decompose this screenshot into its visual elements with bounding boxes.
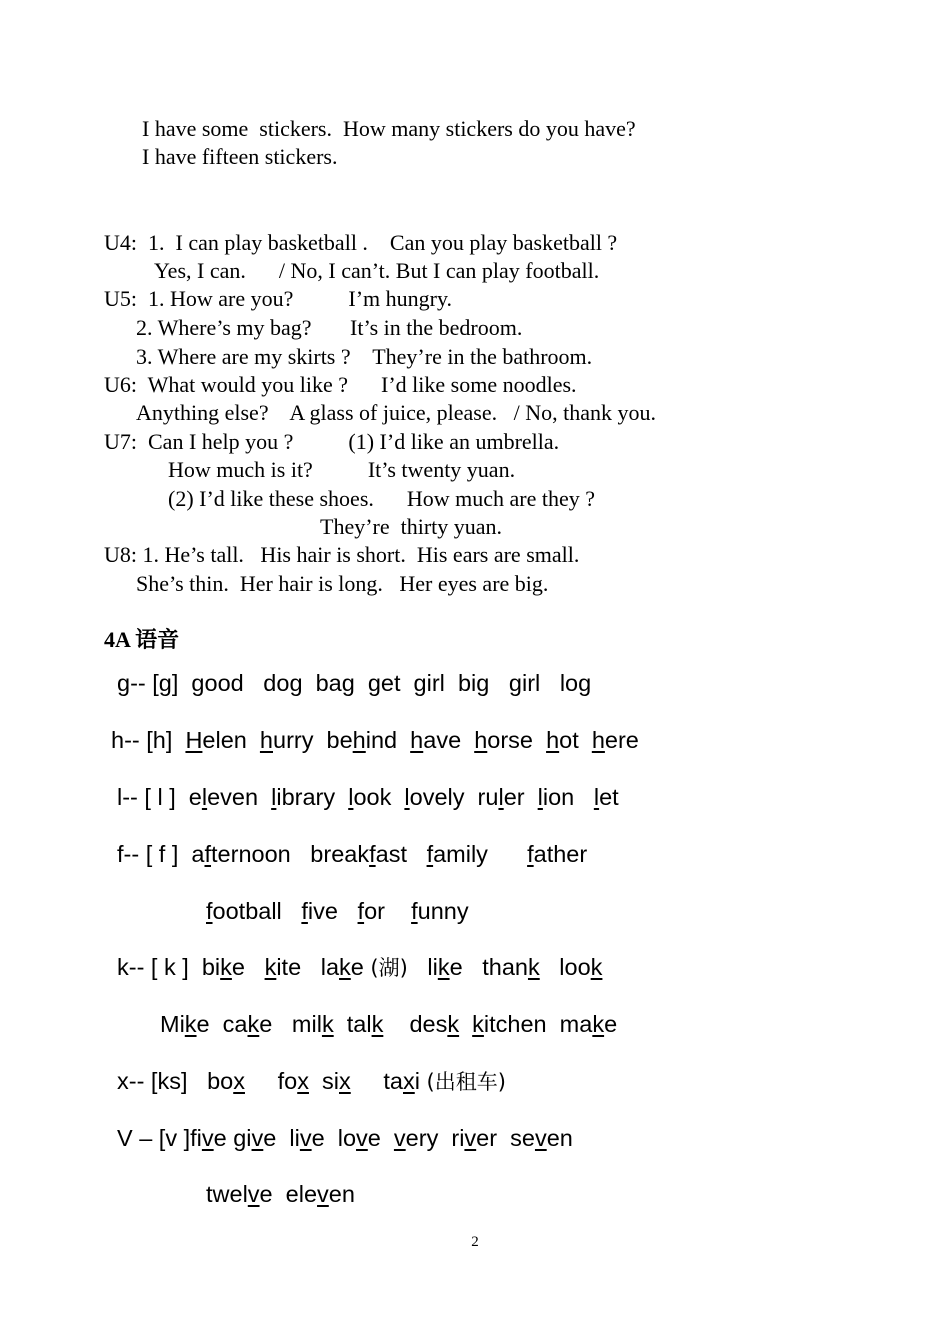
phonics-heading: 4A 语音 <box>104 627 180 652</box>
page-number: 2 <box>471 1234 479 1250</box>
phonics-text: ive <box>307 898 358 924</box>
dialogue-line: They’re thirty yuan. <box>320 514 503 539</box>
dialogue-line: 3. Where are my skirts ? They’re in the bathroom. <box>136 344 593 369</box>
underlined-letter: k <box>264 954 277 980</box>
underlined-letter: f <box>301 898 308 924</box>
underlined-letter: k <box>592 1011 605 1037</box>
underlined-letter: v <box>393 1125 406 1151</box>
underlined-letter: k <box>590 954 603 980</box>
phonics-text: unny <box>417 898 469 924</box>
phonics-text: e <box>350 954 371 980</box>
dialogue-line: Anything else? A glass of juice, please. / No, thank you. <box>136 400 656 425</box>
underlined-letter: l <box>404 784 410 810</box>
phonics-row <box>111 725 639 755</box>
phonics-text: er <box>503 784 538 810</box>
phonics-text: Mi <box>160 1011 185 1037</box>
phonics-text: even <box>207 784 272 810</box>
phonics-text: ot <box>559 727 592 753</box>
phonics-text: ather <box>533 841 588 867</box>
underlined-letter: k <box>437 954 450 980</box>
underlined-letter: k <box>321 1011 334 1037</box>
phonics-text: ook <box>353 784 405 810</box>
phonics-text: e mil <box>259 1011 322 1037</box>
underlined-letter: k <box>247 1011 260 1037</box>
phonics-text: e ele <box>259 1181 318 1207</box>
phonics-text: ere <box>604 727 639 753</box>
phonics-text: si <box>308 1068 339 1094</box>
phonics-text: h-- [h] <box>111 727 186 753</box>
underlined-letter: k <box>220 954 232 980</box>
underlined-letter: v <box>317 1181 329 1207</box>
phonics-text: e lo <box>311 1125 357 1151</box>
phonics-text: urry be <box>273 727 353 753</box>
underlined-letter: v <box>356 1125 368 1151</box>
underlined-letter: k <box>527 954 540 980</box>
phonics-row <box>206 1179 355 1209</box>
phonics-text: loo <box>539 954 591 980</box>
phonics-text: l-- [ l ] e <box>117 784 202 810</box>
underlined-letter: h <box>410 727 424 753</box>
phonics-text: ternoon break <box>211 841 370 867</box>
underlined-letter: h <box>352 727 366 753</box>
dialogue-line: How much is it? It’s twenty yuan. <box>168 457 516 482</box>
underlined-letter: l <box>348 784 354 810</box>
phonics-text: en <box>546 1125 573 1151</box>
phonics-text: V – [v ]fi <box>117 1125 202 1151</box>
phonics-text: amily <box>433 841 528 867</box>
underlined-letter: H <box>185 727 203 753</box>
phonics-row <box>117 952 602 983</box>
underlined-letter: f <box>357 898 365 924</box>
underlined-letter: l <box>537 784 543 810</box>
dialogue-line: U4: 1. I can play basketball . Can you play basketball ? <box>104 230 618 255</box>
underlined-letter: k <box>472 1011 484 1037</box>
phonics-text: des <box>383 1011 448 1037</box>
phonics-row <box>117 839 587 869</box>
underlined-letter: h <box>546 727 560 753</box>
phonics-text: e gi <box>213 1125 252 1151</box>
phonics-text: et <box>599 784 619 810</box>
underlined-letter: k <box>184 1011 197 1037</box>
underlined-letter: v <box>247 1181 260 1207</box>
chinese-gloss: (出租车) <box>426 1070 506 1094</box>
phonics-text: f-- [ f ] a <box>117 841 205 867</box>
dialogue-line: Yes, I can. / No, I can’t. But I can play football. <box>154 258 600 283</box>
phonics-text: ast <box>375 841 427 867</box>
chinese-gloss: (湖) <box>370 956 408 980</box>
underlined-letter: v <box>299 1125 312 1151</box>
underlined-letter: x <box>297 1068 309 1094</box>
phonics-text: e than <box>449 954 528 980</box>
underlined-letter: l <box>498 784 504 810</box>
phonics-text: fo <box>244 1068 298 1094</box>
dialogue-line: 2. Where’s my bag? It’s in the bedroom. <box>136 315 523 340</box>
underlined-letter: k <box>447 1011 460 1037</box>
underlined-letter: f <box>411 898 418 924</box>
phonics-text: e ca <box>196 1011 248 1037</box>
underlined-letter: k <box>371 1011 384 1037</box>
underlined-letter: f <box>426 841 434 867</box>
phonics-text: or <box>364 898 412 924</box>
phonics-text: e li <box>263 1125 300 1151</box>
dialogue-line: U6: What would you like ? I’d like some noodles. <box>104 372 577 397</box>
phonics-text: i <box>414 1068 427 1094</box>
phonics-text: e <box>367 1125 394 1151</box>
underlined-letter: l <box>201 784 208 810</box>
phonics-text: er se <box>476 1125 535 1151</box>
underlined-letter: v <box>201 1125 214 1151</box>
dialogue-line: U5: 1. How are you? I’m hungry. <box>104 286 453 311</box>
dialogue-line: I have some stickers. How many stickers do you have? <box>142 116 636 141</box>
underlined-letter: f <box>206 898 213 924</box>
phonics-text: e <box>604 1011 618 1037</box>
phonics-text: tal <box>333 1011 372 1037</box>
phonics-row <box>117 668 591 698</box>
phonics-row <box>206 896 469 926</box>
phonics-row <box>117 1066 506 1097</box>
dialogue-line: I have fifteen stickers. <box>142 144 338 169</box>
dialogue-line: (2) I’d like these shoes. How much are they ? <box>168 486 596 511</box>
underlined-letter: k <box>339 954 351 980</box>
dialogue-line: She’s thin. Her hair is long. Her eyes are big. <box>136 571 549 596</box>
underlined-letter: x <box>403 1068 415 1094</box>
phonics-text: ery ri <box>405 1125 465 1151</box>
phonics-text: x-- [ks] bo <box>117 1068 234 1094</box>
phonics-text: ootball <box>212 898 302 924</box>
underlined-letter: f <box>204 841 212 867</box>
phonics-text: k-- [ k ] bi <box>117 954 221 980</box>
phonics-text: ibrary <box>276 784 349 810</box>
phonics-text: twel <box>206 1181 248 1207</box>
phonics-text: ind <box>365 727 411 753</box>
underlined-letter: x <box>233 1068 245 1094</box>
underlined-letter: f <box>369 841 376 867</box>
phonics-row <box>160 1009 617 1039</box>
phonics-text <box>459 1011 472 1037</box>
underlined-letter: v <box>534 1125 547 1151</box>
phonics-text: en <box>328 1181 355 1207</box>
underlined-letter: v <box>464 1125 477 1151</box>
underlined-letter: l <box>593 784 600 810</box>
underlined-letter: l <box>271 784 277 810</box>
phonics-text: e <box>231 954 265 980</box>
phonics-text: g-- [g] good dog bag get girl big girl log <box>117 670 592 696</box>
dialogue-line: U7: Can I help you ? (1) I’d like an umbrella. <box>104 429 560 454</box>
underlined-letter: f <box>527 841 534 867</box>
phonics-text: elen <box>202 727 260 753</box>
underlined-letter: h <box>474 727 488 753</box>
underlined-letter: v <box>251 1125 264 1151</box>
phonics-row <box>117 782 619 812</box>
phonics-text: orse <box>487 727 547 753</box>
phonics-text: ion <box>542 784 594 810</box>
phonics-row <box>117 1123 573 1153</box>
dialogue-line: U8: 1. He’s tall. His hair is short. His ears are small. <box>104 542 580 567</box>
phonics-text: ta <box>350 1068 403 1094</box>
phonics-text: itchen ma <box>483 1011 593 1037</box>
underlined-letter: h <box>591 727 605 753</box>
phonics-text: li <box>407 954 438 980</box>
phonics-text: ovely ru <box>409 784 499 810</box>
phonics-text: ave <box>423 727 475 753</box>
phonics-text: ite la <box>276 954 340 980</box>
underlined-letter: x <box>339 1068 351 1094</box>
underlined-letter: h <box>259 727 273 753</box>
